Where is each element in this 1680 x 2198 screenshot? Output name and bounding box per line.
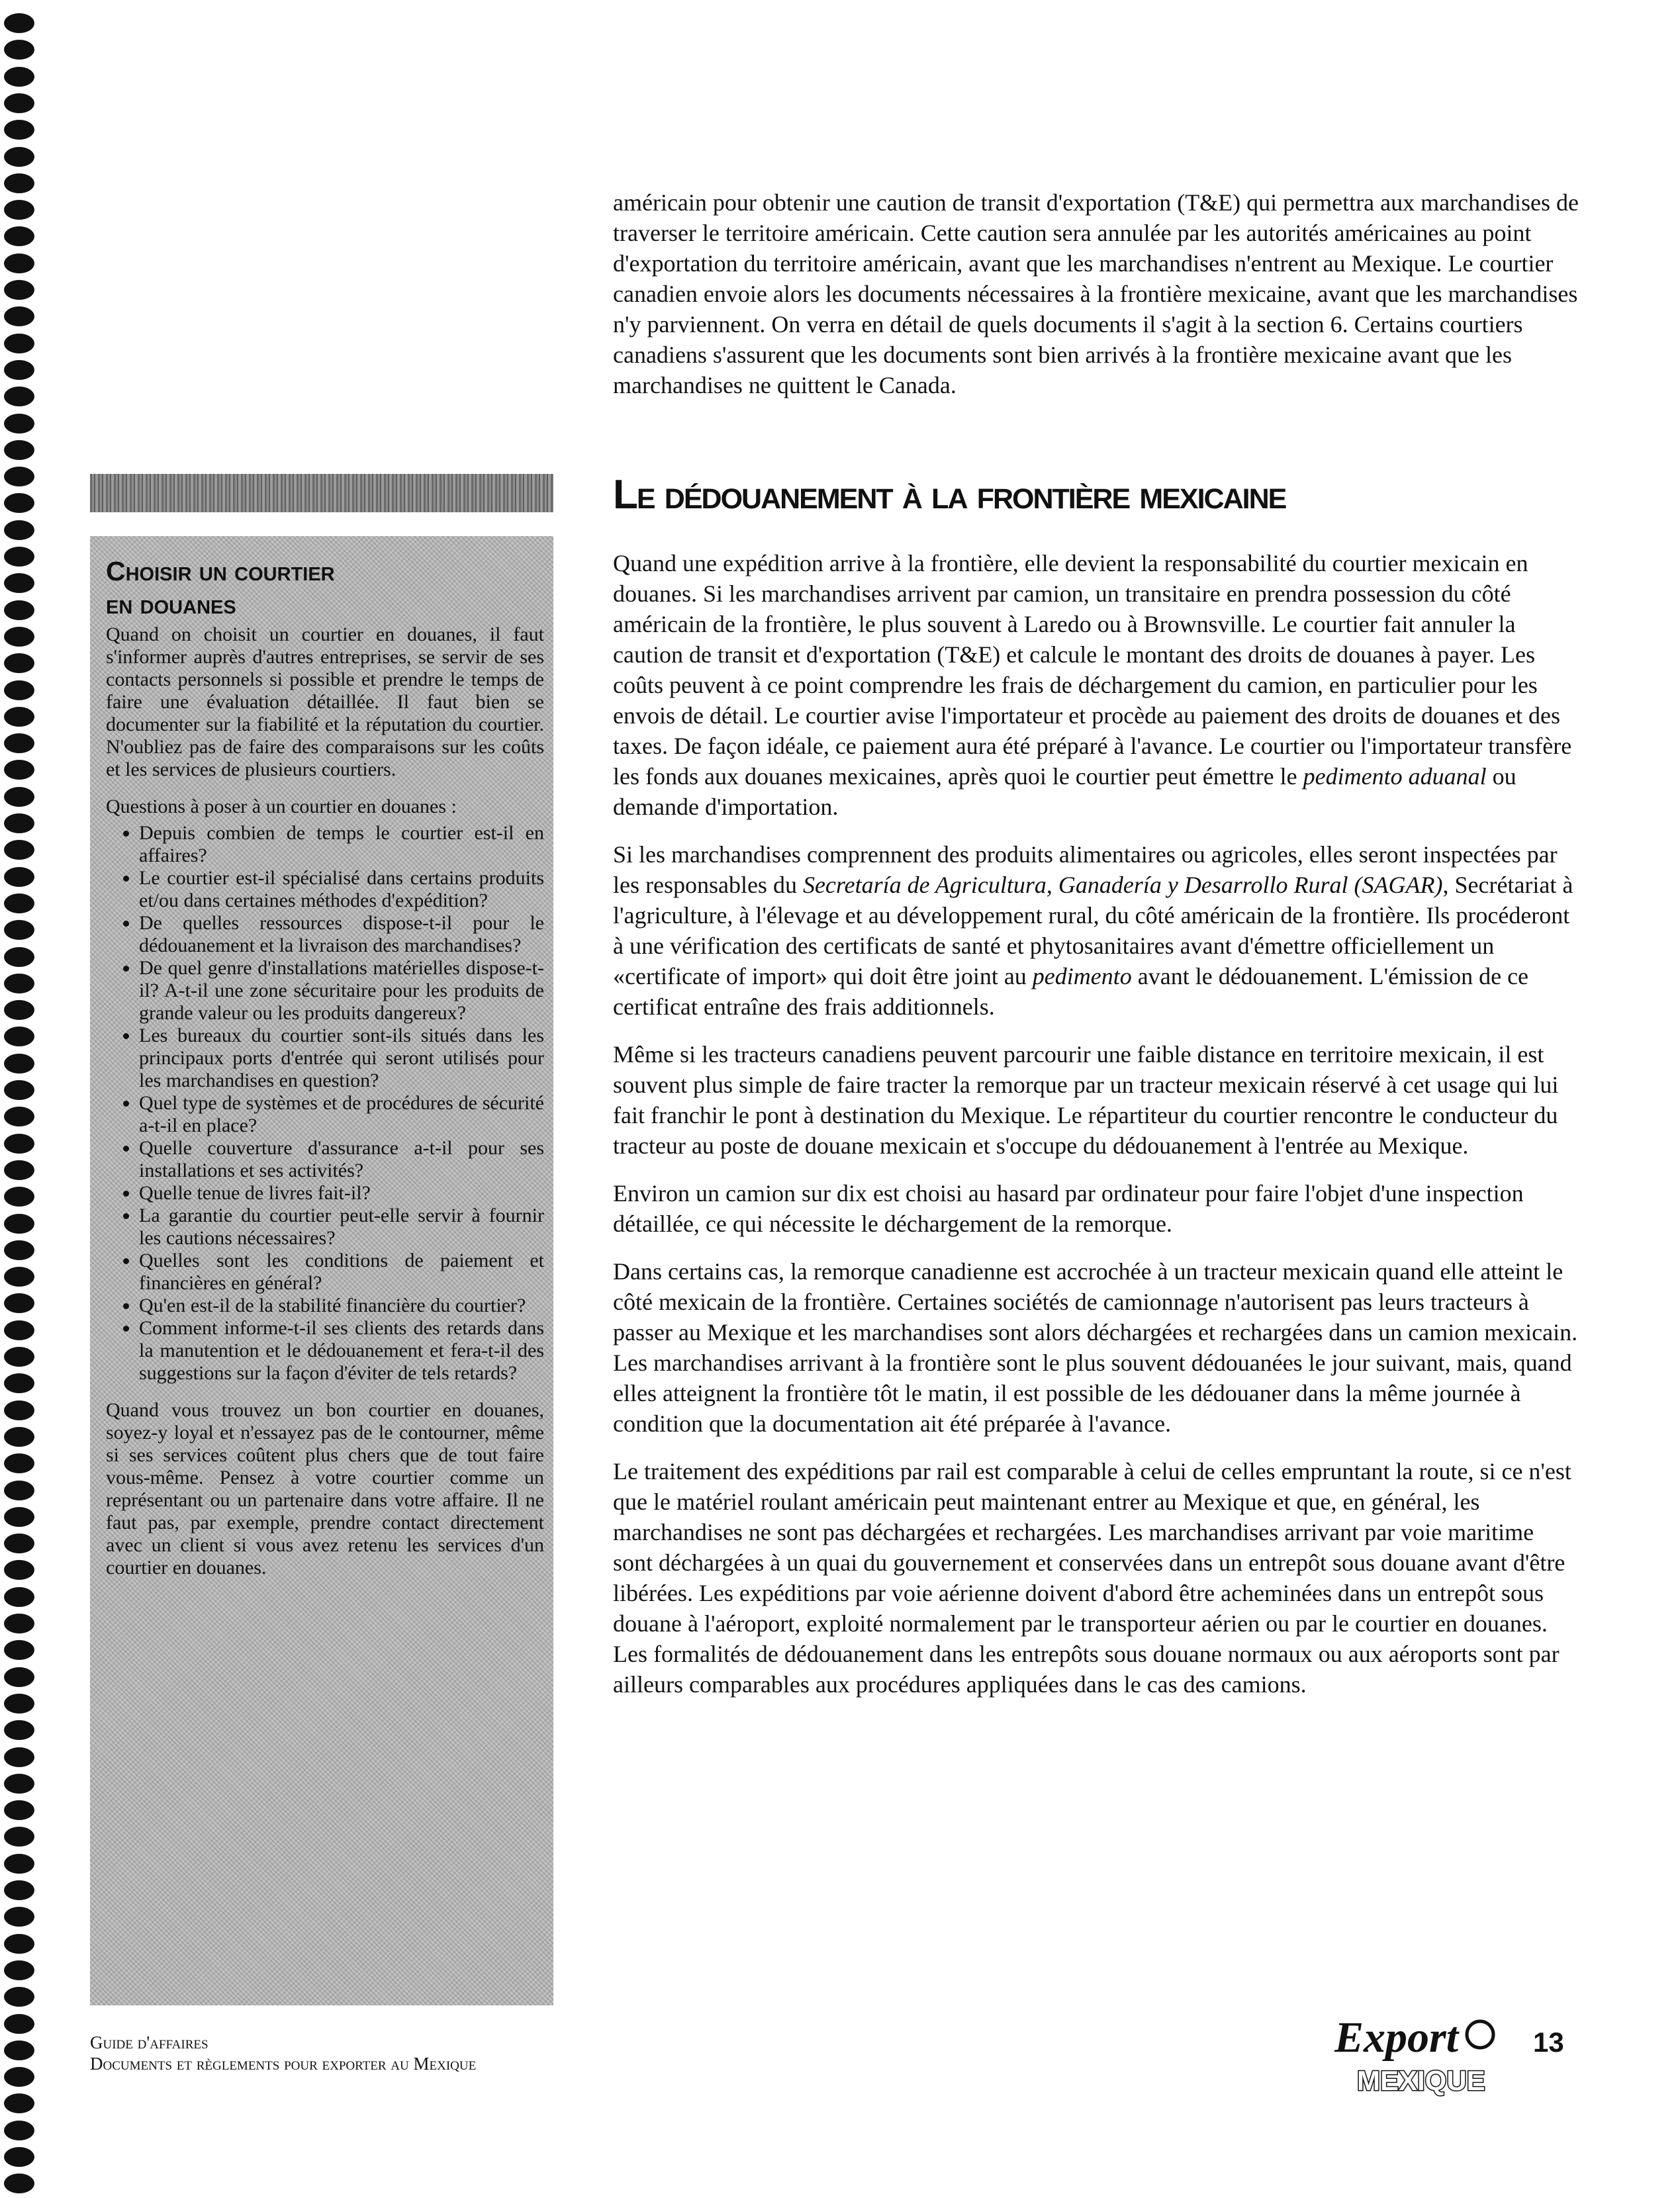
binding-hole [4,2014,34,2034]
sidebar-closing: Quand vous trouvez un bon courtier en douanes, soyez-y loyal et n'essayez pas de le contourner, même si ses services coûtent plus chers que de tout faire vous-même. Pensez à votre courtier comme un représentant ou un partenaire dans votre affaire. Il ne faut pas, par exemple, prendre contact directement avec un client si vous avez retenu les services d'un courtier en douanes. [106,1399,544,1579]
binding-hole [4,1427,34,1447]
intro-paragraph: américain pour obtenir une caution de transit d'exportation (T&E) qui permettra aux marchandises de traverser le territoire américain. Cette caution sera annulée par les autorités américaines au point d'exportation du territoire américain, avant que les marchandises n'entrent au Mexique. Le courtier canadien envoie alors les documents nécessaires à la frontière mexicaine, avant que les marchandises n'y parviennent. On verra en détail de quels documents il s'agit à la section 6. Certains courtiers canadiens s'assurent que les documents sont bien arrivés à la frontière mexicaine avant que les marchandises ne quittent le Canada. [613,189,1579,398]
binding-hole [4,1534,34,1553]
list-item: • Qu'en est-il de la stabilité financière du courtier? [139,1295,544,1317]
binding-hole [4,787,34,807]
binding-hole [4,867,34,887]
sidebar-broker-box [90,536,553,2005]
list-item: • La garantie du courtier peut-elle servir à fournir les cautions nécessaires? [139,1205,544,1250]
binding-hole [4,707,34,727]
list-item: • Quelle couverture d'assurance a-t-il pour ses installations et ses activités? [139,1137,544,1182]
paragraph-tractors: Même si les tracteurs canadiens peuvent parcourir une faible distance en territoire mexicain, il est souvent plus simple de faire tracter la remorque par un tracteur mexicain réservé à cet usage qui lui fait franchir le pont à destination du Mexique. Le répartiteur du courtier rencontre le conducteur du tracteur au poste de douane mexicain et s'occupe du dédouanement à l'entrée au Mexique. [613,1041,1559,1159]
binding-hole [4,1854,34,1874]
binding-hole [4,40,34,60]
binding-hole [4,1320,34,1340]
binding-hole [4,520,34,540]
binding-hole [4,1187,34,1207]
binding-hole [4,334,34,353]
main-column [613,187,1579,400]
binding-hole [4,653,34,673]
binding-hole [4,840,34,860]
list-item: • De quel genre d'installations matérielles dispose-t-il? A-t-il une zone sécuritaire pour les produits de grande valeur ou les produits dangereux? [139,957,544,1025]
binding-hole [4,93,34,113]
binding-hole [4,1373,34,1393]
binding-hole [4,1267,34,1287]
binding-hole [4,493,34,513]
binding-hole [4,1907,34,1927]
sidebar-title: Choisir un courtier en douanes [106,556,335,619]
binding-hole [4,573,34,593]
binding-hole [4,920,34,940]
binding-hole [4,893,34,913]
binding-hole [4,1080,34,1100]
list-item: • Quelle tenue de livres fait-il? [139,1182,544,1205]
binding-hole [4,173,34,193]
binding-hole [4,1800,34,1820]
binding-hole [4,13,34,33]
list-item: • Le courtier est-il spécialisé dans certains produits et/ou dans certaines méthodes d'expédition? [139,867,544,912]
binding-hole [4,1107,34,1126]
binding-hole [4,253,34,273]
binding-hole [4,67,34,87]
binding-hole [4,1160,34,1180]
logo-export-text: Export [1334,2013,1459,2062]
binding-hole [4,600,34,620]
binding-hole [4,1134,34,1154]
paragraph-agriculture: Si les marchandises comprennent des produits alimentaires ou agricoles, elles seront inspectées par les responsables du Secretaría de Agricultura, Ganadería y Desarrollo Rural (SAGAR), Secrétariat à l'agriculture, à l'élevage et au développement rural, du côté américain de la frontière. Ils procéderont à une vérification des certificats de santé et phytosanitaires avant d'émettre officiellement un «certificate of import» qui doit être joint au pedimento avant le dédouanement. L'émission de ce certificat entraîne des frais additionnels. [613,841,1573,1020]
binding-hole [4,2147,34,2167]
binding-hole [4,974,34,993]
footer-guide-title: Guide d'affaires [90,2033,209,2052]
binding-hole [4,1453,34,1473]
binding-hole [4,547,34,567]
section-body [613,548,1579,1717]
footer-doc-title: Documents et règlements pour exporter au Mexique [90,2054,477,2074]
binding-hole [4,147,34,167]
binding-hole [4,1000,34,1020]
binding-hole [4,414,34,434]
binding-hole [4,1587,34,1607]
binding-hole [4,226,34,246]
sidebar-intro: Quand on choisit un courtier en douanes, il faut s'informer auprès d'autres entreprises, se servir de ses contacts personnels si possible et prendre le temps de faire une évaluation détaillée. Il faut bien se documenter sur la fiabilité et la réputation du courtier. N'oubliez pas de faire des comparaisons sur les coûts et les services de plusieurs courtiers. [106,623,544,780]
binding-hole [4,200,34,220]
binding-hole [4,1560,34,1580]
list-item: • Quel type de systèmes et de procédures de sécurité a-t-il en place? [139,1092,544,1137]
binding-hole [4,1027,34,1046]
page-footer [90,2032,476,2074]
binding-hole [4,306,34,326]
binding-hole [4,1481,34,1500]
list-item: • De quelles ressources dispose-t-il pour le dédouanement et la livraison des marchandises? [139,912,544,957]
binding-hole [4,1880,34,1900]
binding-hole [4,2121,34,2140]
paragraph-rail-air-sea: Le traitement des expéditions par rail est comparable à celui de celles empruntant la route, si ce n'est que le matériel roulant américain peut maintenant entrer au Mexique et que, en général, les marchandises ne sont pas déchargées et rechargées. Les marchandises arrivant par voie maritime sont déchargées à un quai du gouvernement et conservées dans un entrepôt sous douane avant d'être libérées. Les expéditions par voie aérienne doivent d'abord être acheminées dans un entrepôt sous douane à l'aéroport, exploité normalement par le transporteur aérien ou par le courtier en douanes. Les formalités de dédouanement dans les entrepôts sous douane normaux ou aux aéroports sont par ailleurs comparables aux procédures appliquées dans le cas des camions. [613,1458,1571,1698]
binding-hole [4,2067,34,2087]
list-item: • Quelles sont les conditions de paiement et financières en général? [139,1250,544,1295]
sidebar-header-strip [90,474,553,512]
sidebar-question-list [106,822,544,1385]
binding-hole [4,387,34,406]
binding-hole [4,2040,34,2060]
page-number: 13 [1533,2027,1564,2058]
binding-hole [4,1747,34,1767]
binding-hole [4,947,34,967]
binding-hole [4,1934,34,1954]
binding-hole [4,1694,34,1714]
binding-hole [4,440,34,460]
binding-hole [4,813,34,833]
binding-hole [4,360,34,380]
binding-hole [4,1400,34,1420]
section-heading: Le dédouanement à la frontière mexicaine [613,472,1286,518]
sidebar-questions-label: Questions à poser à un courtier en douanes : [106,796,457,817]
spiral-binding [4,13,41,2191]
paragraph-inspection: Environ un camion sur dix est choisi au hasard par ordinateur pour faire l'objet d'une inspection détaillée, ce qui nécessite le déchargement de la remorque. [613,1180,1524,1237]
binding-hole [4,1214,34,1234]
binding-hole [4,1987,34,2007]
list-item: • Les bureaux du courtier sont-ils situés dans les principaux ports d'entrée qui seront utilisés pour les marchandises en question? [139,1025,544,1092]
export-mexique-logo [1330,2005,1503,2098]
logo-mexique-text: MEXIQUE [1357,2065,1485,2096]
binding-hole [4,1667,34,1687]
binding-hole [4,280,34,300]
binding-hole [4,1614,34,1633]
binding-hole [4,1720,34,1740]
binding-hole [4,733,34,753]
binding-hole [4,680,34,700]
binding-hole [4,1054,34,1074]
binding-hole [4,1827,34,1847]
binding-hole [4,120,34,140]
binding-hole [4,2174,34,2193]
binding-hole [4,467,34,486]
binding-hole [4,760,34,780]
binding-hole [4,1240,34,1260]
binding-hole [4,2093,34,2113]
list-item: • Comment informe-t-il ses clients des retards dans la manutention et le dédouanement et fera-t-il des suggestions sur la façon d'éviter de tels retards? [139,1317,544,1385]
binding-hole [4,627,34,647]
paragraph-arrival: Quand une expédition arrive à la frontière, elle devient la responsabilité du courtier mexicain en douanes. Si les marchandises arrivent par camion, un transitaire en prendra possession du côté américain de la frontière, le plus souvent à Laredo ou à Brownsville. Le courtier fait annuler la caution de transit et d'exportation (T&E) et calcule le montant des droits de douanes à payer. Les coûts peuvent à ce point comprendre les frais de déchargement du camion, en particulier pour les envois de détail. Le courtier avise l'importateur et procède au paiement des droits de douanes et des taxes. De façon idéale, ce paiement aura été préparé à l'avance. Le courtier ou l'importateur transfère les fonds aux douanes mexicaines, après quoi le courtier peut émettre le pedimento aduanal ou demande d'importation. [613,550,1572,820]
binding-hole [4,1960,34,1980]
paragraph-trailer: Dans certains cas, la remorque canadienne est accrochée à un tracteur mexicain quand elle atteint le côté mexicain de la frontière. Certaines sociétés de camionnage n'autorisent pas leurs tracteurs à passer au Mexique et les marchandises sont alors déchargées et rechargées dans un camion mexicain. Les marchandises arrivant à la frontière sont le plus souvent dédouanées le jour suivant, mais, quand elles atteignent la frontière tôt le matin, il est possible de les dédouaner dans la même journée à condition que la documentation ait été préparée à l'avance. [613,1258,1578,1437]
list-item: • Depuis combien de temps le courtier est-il en affaires? [139,822,544,867]
binding-hole [4,1347,34,1367]
binding-hole [4,1774,34,1794]
logo-globe-icon [1467,2021,1493,2048]
binding-hole [4,1640,34,1660]
binding-hole [4,1293,34,1313]
binding-hole [4,1507,34,1527]
